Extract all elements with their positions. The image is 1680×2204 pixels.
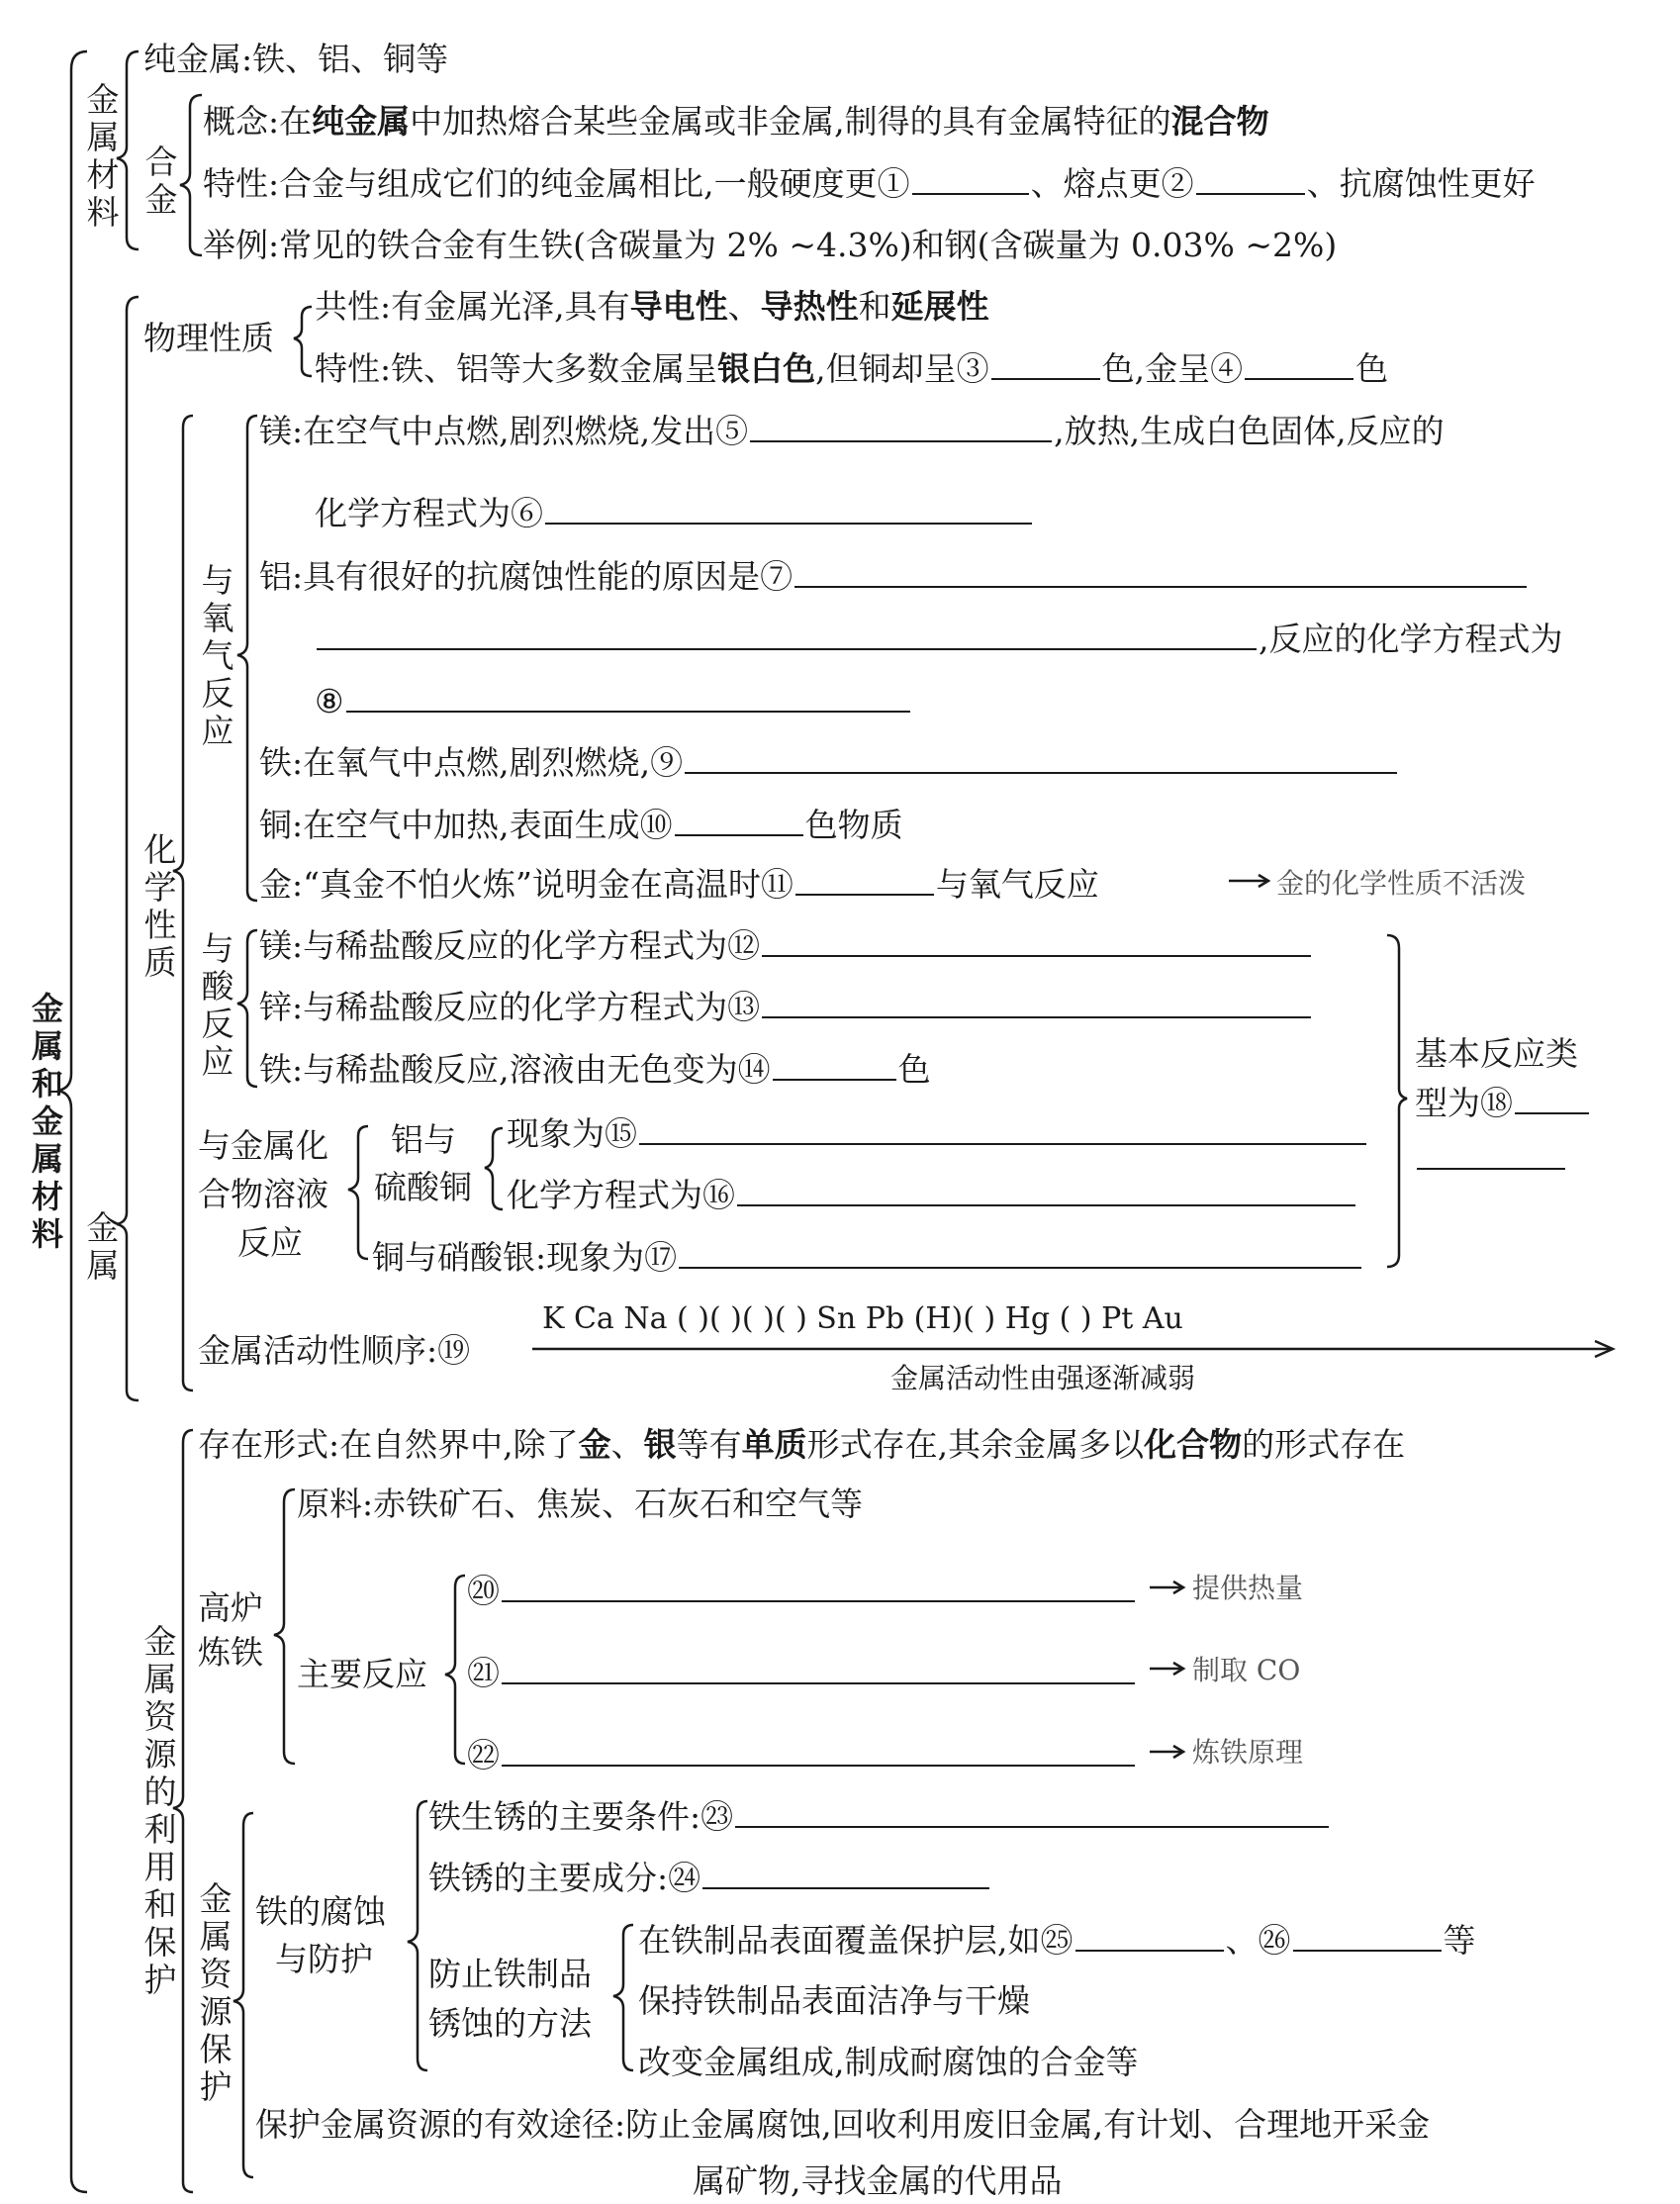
oxygen-mg-line2: 化学方程式为⑥: [315, 493, 1034, 533]
al-cu-line2: 硫酸铜: [374, 1168, 472, 1206]
blank-1[interactable]: [912, 163, 1029, 195]
blast-main: 主要反应: [297, 1655, 427, 1693]
protect-ways-line1: 保护金属资源的有效途径:防止金属腐蚀,回收利用废旧金属,有计划、合理地开采金: [255, 2105, 1431, 2144]
activity-arrow-note: 金属活动性由强逐渐减弱: [890, 1362, 1196, 1394]
blank-6[interactable]: [545, 493, 1032, 525]
salt-phenomenon: 现象为⑮: [507, 1113, 1368, 1154]
activity-sequence: K Ca Na ( )( )( )( ) Sn Pb (H)( ) Hg ( ) Pt Au: [542, 1301, 1183, 1336]
metal-title: 金属: [86, 1208, 120, 1285]
alloy-property: 特性:合金与组成它们的纯金属相比,一般硬度更① 、熔点更② 、抗腐蚀性更好: [203, 164, 1536, 203]
blank-10[interactable]: [675, 805, 803, 836]
note-22: 炼铁原理: [1192, 1736, 1304, 1769]
prevent-method-3: 改变金属组成,制成耐腐蚀的合金等: [638, 2043, 1139, 2081]
salt-title-line2: 合物溶液: [198, 1175, 328, 1213]
reaction-20: ⑳: [467, 1571, 1137, 1611]
salt-cu-ag: 铜与硝酸银:现象为⑰: [372, 1237, 1363, 1278]
prevent-title-line2: 锈蚀的方法: [428, 2004, 592, 2043]
reaction-type-line1: 基本反应类: [1415, 1034, 1578, 1073]
corrosion-title-line1: 铁的腐蚀: [255, 1892, 386, 1931]
blank-14[interactable]: [773, 1049, 896, 1081]
alloy-title: 合金: [144, 143, 178, 219]
reaction-21: ㉑: [467, 1653, 1137, 1693]
reaction-22: ㉒: [467, 1735, 1137, 1775]
physical-title: 物理性质: [143, 319, 274, 357]
blank-16[interactable]: [737, 1175, 1355, 1206]
materials-title: 金属材料: [86, 80, 120, 232]
prevent-method-1: 在铁制品表面覆盖保护层,如㉕ 、㉖ 等: [638, 1921, 1476, 1960]
protect-ways-line2: 属矿物,寻找金属的代用品: [693, 2161, 1063, 2200]
gold-note: 金的化学性质不活泼: [1276, 867, 1527, 900]
blank-4[interactable]: [1245, 348, 1353, 380]
salt-title-line3: 反应: [237, 1223, 303, 1262]
blast-title-line1: 高炉: [198, 1588, 263, 1627]
blank-11[interactable]: [795, 864, 934, 896]
note-21: 制取 CO: [1192, 1654, 1301, 1686]
oxygen-al-line1: 铝:具有很好的抗腐蚀性能的原因是⑦: [259, 556, 1529, 597]
blank-8[interactable]: [346, 681, 910, 713]
blast-raw: 原料:赤铁矿石、焦炭、石灰石和空气等: [297, 1485, 864, 1523]
prevent-method-2: 保持铁制品表面洁净与干燥: [638, 1981, 1030, 2020]
blank-22[interactable]: [502, 1735, 1135, 1767]
blank-13[interactable]: [762, 987, 1311, 1018]
oxygen-title: 与氧气反应: [201, 561, 234, 750]
blast-title-line2: 炼铁: [198, 1633, 263, 1672]
blank-25[interactable]: [1075, 1920, 1224, 1952]
oxygen-cu: 铜:在空气中加热,表面生成⑩ 色物质: [259, 806, 903, 844]
salt-equation: 化学方程式为⑯: [507, 1175, 1357, 1215]
blank-18-cont[interactable]: [1417, 1138, 1565, 1170]
blank-21[interactable]: [502, 1653, 1135, 1684]
blank-23[interactable]: [735, 1796, 1329, 1828]
alloy-example: 举例:常见的铁合金有生铁(含碳量为 2% ~4.3%)和钢(含碳量为 0.03% ~2%): [203, 226, 1338, 264]
chemical-title: 化学性质: [143, 830, 177, 982]
resources-title: 金属资源的利用和保护: [143, 1622, 177, 1999]
activity-label: 金属活动性顺序:⑲: [198, 1331, 471, 1370]
oxygen-au: 金:“真金不怕火炼”说明金在高温时⑪ 与氧气反应: [259, 865, 1099, 904]
blank-2[interactable]: [1196, 163, 1305, 195]
physical-common: 共性:有金属光泽,具有导电性、导热性和延展性: [315, 287, 989, 326]
salt-title-line1: 与金属化: [198, 1126, 328, 1165]
blank-24[interactable]: [702, 1858, 989, 1889]
blank-9[interactable]: [685, 742, 1397, 774]
oxygen-fe: 铁:在氧气中点燃,剧烈燃烧,⑨: [259, 742, 1399, 783]
prevent-title-line1: 防止铁制品: [428, 1955, 592, 1993]
blank-18[interactable]: [1515, 1083, 1589, 1114]
acid-fe: 铁:与稀盐酸反应,溶液由无色变为⑭ 色: [259, 1050, 931, 1089]
blank-20[interactable]: [502, 1571, 1135, 1602]
blank-3[interactable]: [991, 348, 1100, 380]
blank-17[interactable]: [679, 1237, 1361, 1269]
rust-composition: 铁锈的主要成分:㉔: [428, 1858, 991, 1898]
blank-12[interactable]: [762, 925, 1311, 957]
note-20: 提供热量: [1192, 1572, 1304, 1604]
root-title: 金属和金属材料: [31, 990, 63, 1253]
blank-26[interactable]: [1293, 1920, 1442, 1952]
reaction-type-line2: 型为⑱: [1415, 1083, 1591, 1123]
rust-condition: 铁生锈的主要条件:㉓: [428, 1796, 1331, 1837]
blank-5[interactable]: [750, 411, 1052, 442]
blank-7-cont[interactable]: [317, 619, 1257, 650]
oxygen-al-line3: ⑧: [315, 681, 912, 721]
al-cu-line1: 铝与: [391, 1120, 456, 1159]
oxygen-al-line2: ,反应的化学方程式为: [315, 619, 1563, 659]
acid-mg: 镁:与稀盐酸反应的化学方程式为⑫: [259, 925, 1313, 966]
acid-title: 与酸反应: [201, 929, 234, 1081]
protect-title: 金属资源保护: [199, 1879, 233, 2106]
oxygen-mg-line1: 镁:在空气中点燃,剧烈燃烧,发出⑤ ,放热,生成白色固体,反应的: [259, 412, 1445, 450]
blank-15[interactable]: [639, 1113, 1366, 1145]
corrosion-title-line2: 与防护: [275, 1940, 373, 1978]
existence: 存在形式:在自然界中,除了金、银等有单质形式存在,其余金属多以化合物的形式存在: [198, 1425, 1406, 1464]
alloy-concept: 概念:在纯金属中加热熔合某些金属或非金属,制得的具有金属特征的混合物: [203, 102, 1269, 141]
blank-7[interactable]: [794, 556, 1527, 588]
acid-zn: 锌:与稀盐酸反应的化学方程式为⑬: [259, 987, 1313, 1027]
physical-special: 特性:铁、铝等大多数金属呈银白色,但铜却呈③ 色,金呈④ 色: [315, 349, 1389, 388]
pure-metal: 纯金属:铁、铝、铜等: [143, 40, 449, 78]
